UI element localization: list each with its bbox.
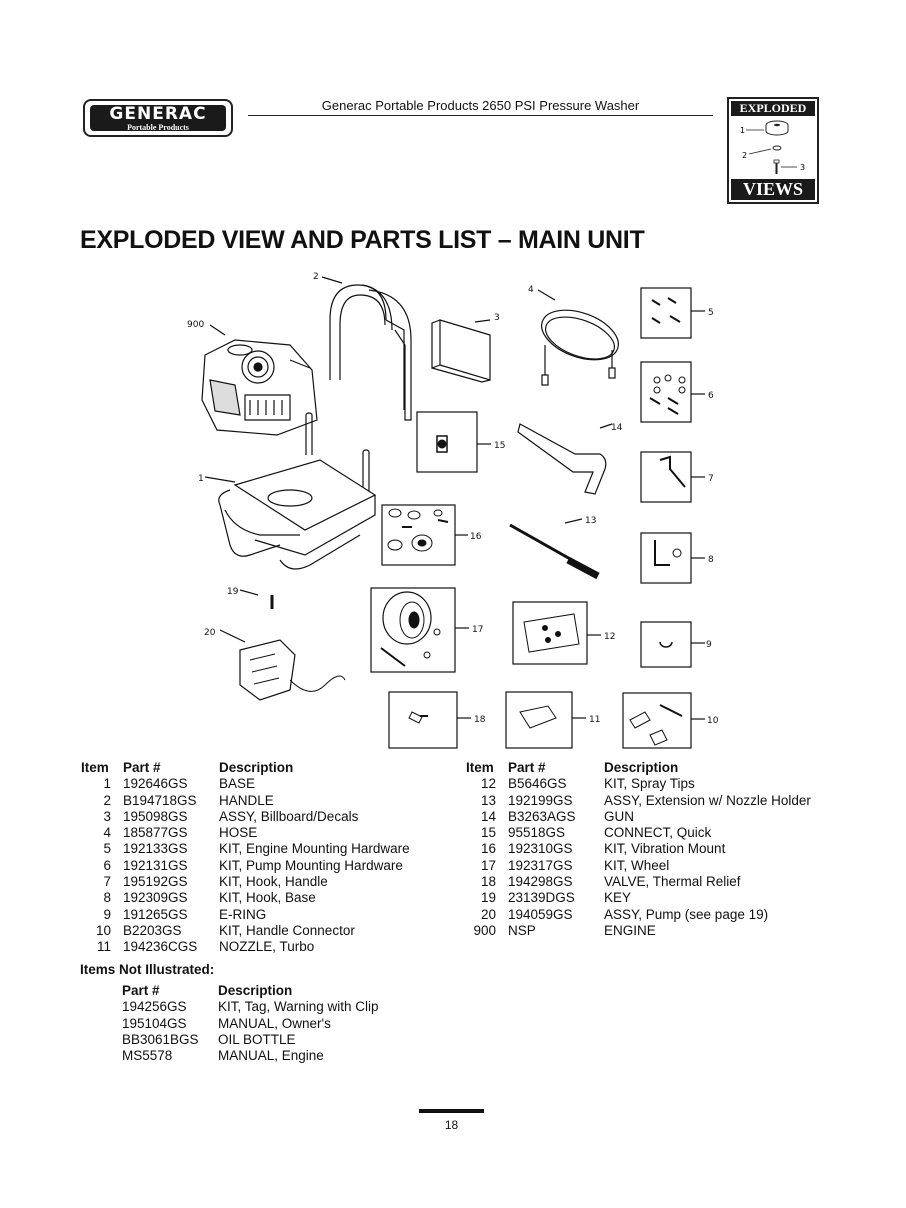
callout-16: 16 [470,532,482,542]
not-illustrated-rows [122,999,379,1064]
part-item-number: 6 [103,857,111,873]
part-number: BB3061BGS [122,1031,199,1047]
part-description: NOZZLE, Turbo [219,939,315,955]
callout-8: 8 [708,555,714,565]
callout-box-5 [641,288,691,338]
page-number: 18 [444,1118,459,1132]
part-description: KIT, Pump Mounting Hardware [219,857,403,873]
table-row [81,858,410,874]
part-description: ASSY, Pump (see page 19) [604,906,769,922]
table-row [122,1016,379,1032]
part-description: KEY [604,890,632,906]
part-number: 192309GS [123,890,188,906]
logo-subtitle: Portable Products [127,123,189,132]
part-item-number: 20 [480,906,496,922]
badge-top-label: EXPLODED [731,101,815,116]
part-description: CONNECT, Quick [604,825,712,841]
table-row [81,874,410,890]
part-item-number: 14 [480,808,496,824]
part-number: 185877GS [123,825,188,841]
part-item-number: 11 [96,939,111,955]
part-item-number: 4 [103,825,111,841]
callout-box-8 [641,533,691,583]
table-row [81,890,410,906]
page-number-bar [419,1109,484,1113]
callout-12: 12 [604,632,616,642]
table-row [466,793,811,809]
table-row [122,1048,379,1064]
base-frame-illustration [219,460,375,569]
callout-15: 15 [494,441,506,451]
table-row [466,890,811,906]
parts-rows-left [81,776,410,955]
part-description: MANUAL, Engine [218,1048,324,1064]
table-row [122,999,379,1015]
parts-table-right [466,760,811,939]
part-number: 195098GS [123,808,188,824]
not-illustrated-table [122,983,379,1064]
not-illustrated-heading: Items Not Illustrated: [80,962,215,977]
callout-7: 7 [708,474,714,484]
callout-6: 6 [708,391,714,401]
callout-5: 5 [708,308,714,318]
part-number: 192131GS [123,857,188,873]
part-item-number: 5 [103,841,111,857]
table-row [81,923,410,939]
badge-callout-2: 2 [742,151,748,160]
table-row [81,809,410,825]
table-header-row [81,760,410,776]
callout-box-9 [641,622,691,667]
table-header-row [466,760,811,776]
part-item-number: 7 [103,874,111,890]
part-description: GUN [604,808,634,824]
callout-9: 9 [706,640,712,650]
table-row [466,841,811,857]
table-row [81,907,410,923]
page-title: EXPLODED VIEW AND PARTS LIST – MAIN UNIT [80,226,645,254]
callout-box-7 [641,452,691,502]
table-row [122,1032,379,1048]
part-number: 95518GS [508,825,566,841]
exploded-views-badge [727,97,819,204]
table-row [466,825,811,841]
header-item: Item [81,760,109,775]
part-number: B3263AGS [508,808,576,824]
part-item-number: 15 [480,825,496,841]
document-header-title: Generac Portable Products 2650 PSI Pressure Washer [321,98,640,113]
badge-callout-1: 1 [740,126,746,135]
callout-box-18 [389,692,457,748]
part-number: 191265GS [123,906,188,922]
callout-900: 900 [187,320,205,330]
generac-logo [83,99,233,137]
part-item-number: 17 [480,857,496,873]
table-row [466,858,811,874]
part-description: KIT, Tag, Warning with Clip [218,999,379,1015]
part-number: B2203GS [123,922,182,938]
hose-illustration [535,301,625,385]
callout-2: 2 [313,272,319,282]
part-description: KIT, Wheel [604,857,670,873]
part-number: 192317GS [508,857,573,873]
part-description: MANUAL, Owner's [218,1015,331,1031]
parts-rows-right [466,776,811,939]
callout-14: 14 [611,423,623,433]
part-item-number: 12 [480,776,496,792]
callout-13: 13 [585,516,597,526]
part-number: 194236CGS [123,939,198,955]
callout-3: 3 [494,313,500,323]
part-number: 192646GS [123,776,188,792]
callout-20: 20 [204,628,216,638]
callout-10: 10 [707,716,719,726]
header-description: Description [218,983,293,998]
badge-mini-diagram [731,117,815,181]
callout-19: 19 [227,587,239,597]
part-number: B194718GS [123,792,197,808]
part-item-number: 16 [480,841,496,857]
part-number: 23139DGS [508,890,575,906]
table-row [81,776,410,792]
table-row [81,825,410,841]
callout-11: 11 [589,715,601,725]
part-description: HANDLE [219,792,274,808]
part-number: B5646GS [508,776,567,792]
part-description: ASSY, Billboard/Decals [219,808,359,824]
part-item-number: 2 [103,792,111,808]
part-description: ENGINE [604,922,656,938]
part-description: OIL BOTTLE [218,1031,296,1047]
header-description: Description [604,760,679,775]
part-description: KIT, Hook, Handle [219,874,328,890]
exploded-view-diagram [180,265,740,755]
logo-wordmark: GENERAC [109,104,207,124]
part-item-number: 1 [103,776,111,792]
part-number: 195104GS [122,1015,187,1031]
callout-17: 17 [472,625,484,635]
logo-plate [90,105,226,131]
part-item-number: 9 [103,906,111,922]
part-description: KIT, Handle Connector [219,922,355,938]
part-item-number: 3 [103,808,111,824]
part-number: 192199GS [508,792,573,808]
part-item-number: 8 [103,890,111,906]
part-description: VALVE, Thermal Relief [604,874,741,890]
table-row [466,874,811,890]
part-item-number: 18 [480,874,496,890]
badge-callout-3: 3 [800,163,806,172]
part-description: ASSY, Extension w/ Nozzle Holder [604,792,811,808]
header-description: Description [219,760,294,775]
part-item-number: 900 [473,922,496,938]
table-row [466,776,811,792]
part-number: 194059GS [508,906,573,922]
table-row [81,793,410,809]
table-header-row [122,983,379,999]
part-number: 194256GS [122,999,187,1015]
table-row [466,923,811,939]
part-item-number: 10 [95,922,111,938]
part-description: KIT, Vibration Mount [604,841,726,857]
part-item-number: 13 [480,792,496,808]
part-number: NSP [508,922,536,938]
part-description: E-RING [219,906,267,922]
header-rule [248,115,713,116]
part-number: MS5578 [122,1048,173,1064]
header-part: Part # [508,760,546,775]
table-row [81,939,410,955]
parts-table-left [81,760,410,956]
table-row [81,841,410,857]
header-item: Item [466,760,494,775]
part-number: 192310GS [508,841,573,857]
table-row [466,907,811,923]
part-description: KIT, Hook, Base [219,890,316,906]
part-description: KIT, Engine Mounting Hardware [219,841,410,857]
part-description: KIT, Spray Tips [604,776,695,792]
part-number: 194298GS [508,874,573,890]
callout-1: 1 [198,474,204,484]
part-number: 192133GS [123,841,188,857]
engine-illustration [202,340,317,435]
part-description: BASE [219,776,256,792]
part-number: 195192GS [123,874,188,890]
callout-4: 4 [528,285,534,295]
part-item-number: 19 [480,890,496,906]
callout-18: 18 [474,715,486,725]
header-part: Part # [123,760,161,775]
table-row [466,809,811,825]
header-part: Part # [122,983,160,998]
part-description: HOSE [219,825,258,841]
badge-bottom-label: VIEWS [731,179,815,200]
